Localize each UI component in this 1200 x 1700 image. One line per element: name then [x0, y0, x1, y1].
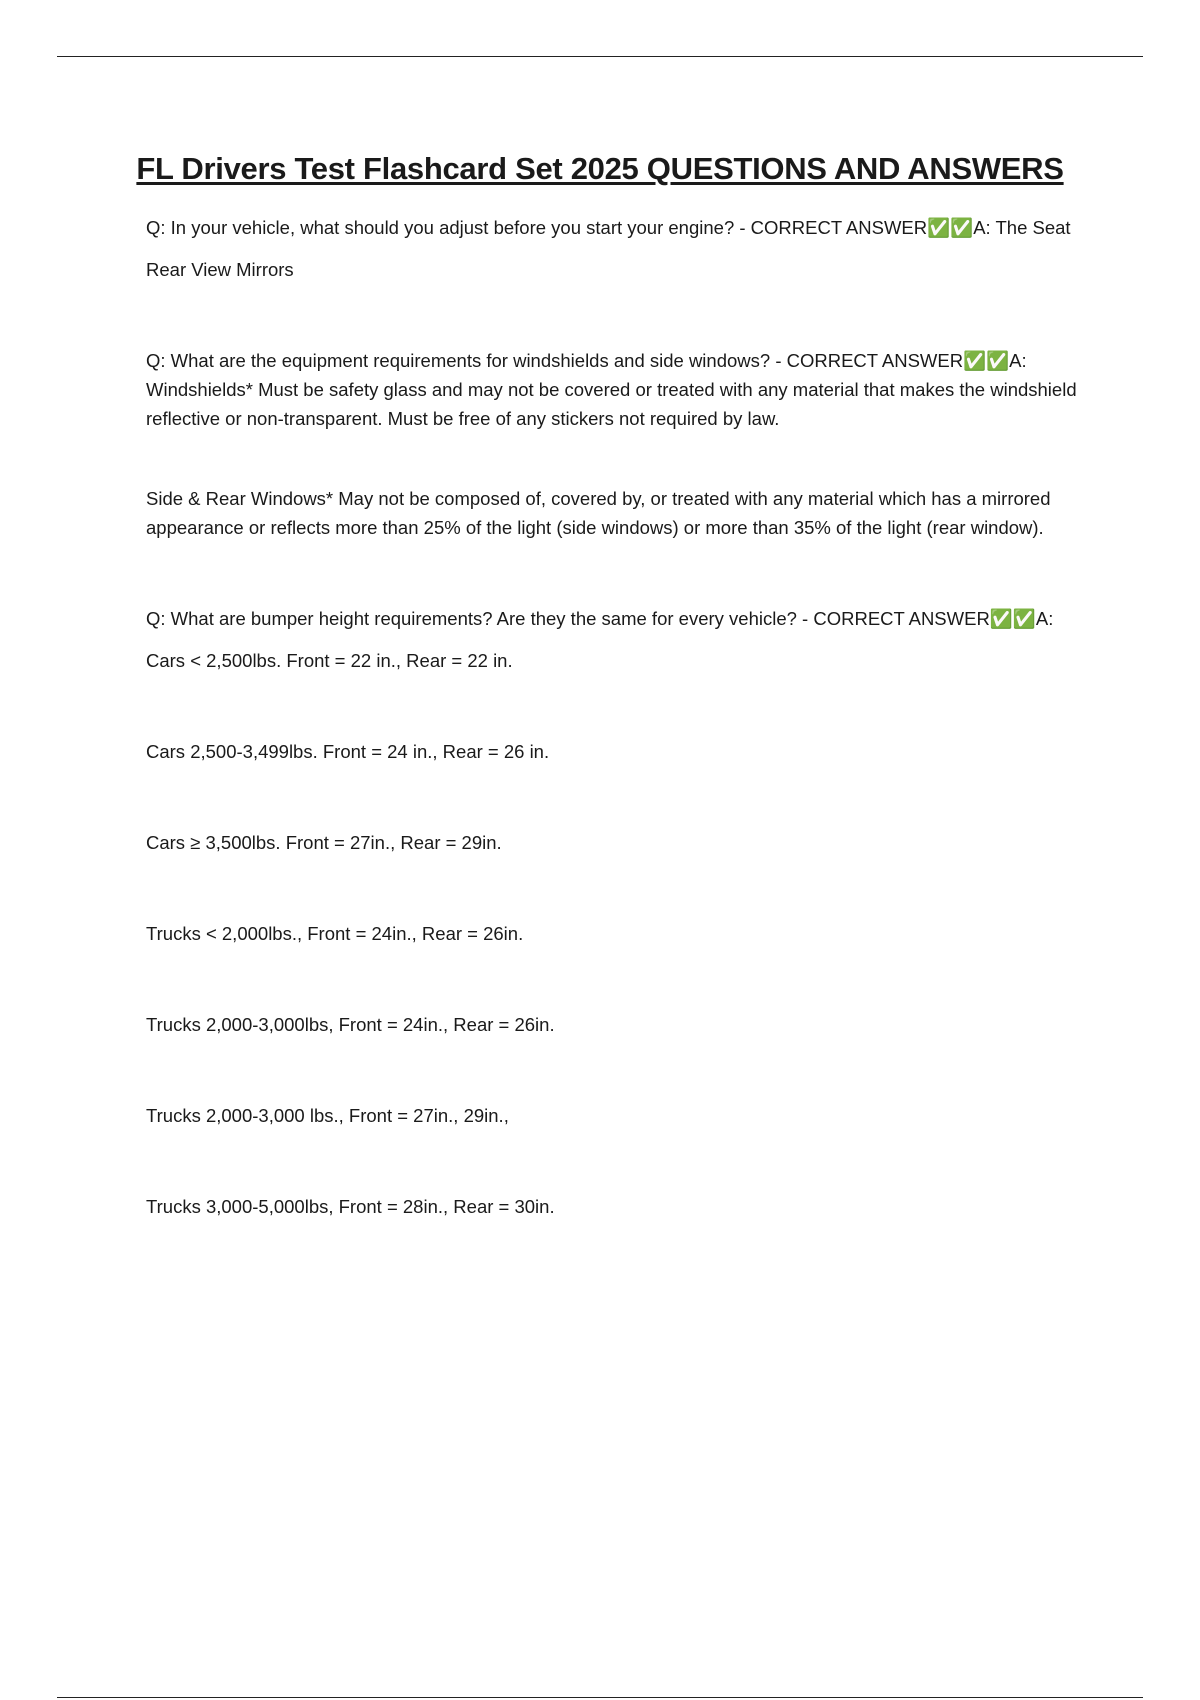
card-question: Q: What are the equipment requirements for windshields and side windows? - CORRECT ANSWER✅✅A: Windshields* Must be safety glass and may not be covered or treated with any material that makes the windshield reflective or non-transparent. Must be free of any stickers not required by law.	[146, 350, 1077, 429]
flashcard-content	[146, 213, 1086, 1221]
flashcard-2	[146, 346, 1086, 542]
flashcard-3	[146, 604, 1086, 1221]
bumper-row: Trucks 2,000-3,000lbs, Front = 24in., Rear = 26in.	[146, 1014, 555, 1035]
bumper-row: Trucks 2,000-3,000 lbs., Front = 27in., 29in.,	[146, 1105, 509, 1126]
card-question: Q: In your vehicle, what should you adjust before you start your engine? - CORRECT ANSWER✅✅A: The Seat	[146, 217, 1071, 238]
document-title: FL Drivers Test Flashcard Set 2025 QUESTIONS AND ANSWERS	[136, 151, 1064, 186]
bumper-row: Cars ≥ 3,500lbs. Front = 27in., Rear = 29in.	[146, 832, 502, 853]
bumper-row: Cars 2,500-3,499lbs. Front = 24 in., Rear = 26 in.	[146, 741, 550, 762]
card-answer-line: Rear View Mirrors	[146, 259, 294, 280]
header-rule	[57, 56, 1143, 57]
footer-rule	[57, 1697, 1143, 1698]
bumper-row: Trucks 3,000-5,000lbs, Front = 28in., Rear = 30in.	[146, 1196, 555, 1217]
card-question: Q: What are bumper height requirements? Are they the same for every vehicle? - CORRECT ANSWER✅✅A:	[146, 608, 1054, 629]
bumper-row: Trucks < 2,000lbs., Front = 24in., Rear = 26in.	[146, 923, 524, 944]
card-answer-line: Side & Rear Windows* May not be composed of, covered by, or treated with any material which has a mirrored appearance or reflects more than 25% of the light (side windows) or more than 35% of the light (rear window).	[146, 488, 1051, 538]
flashcard-1	[146, 213, 1086, 284]
bumper-row: Cars < 2,500lbs. Front = 22 in., Rear = 22 in.	[146, 650, 513, 671]
